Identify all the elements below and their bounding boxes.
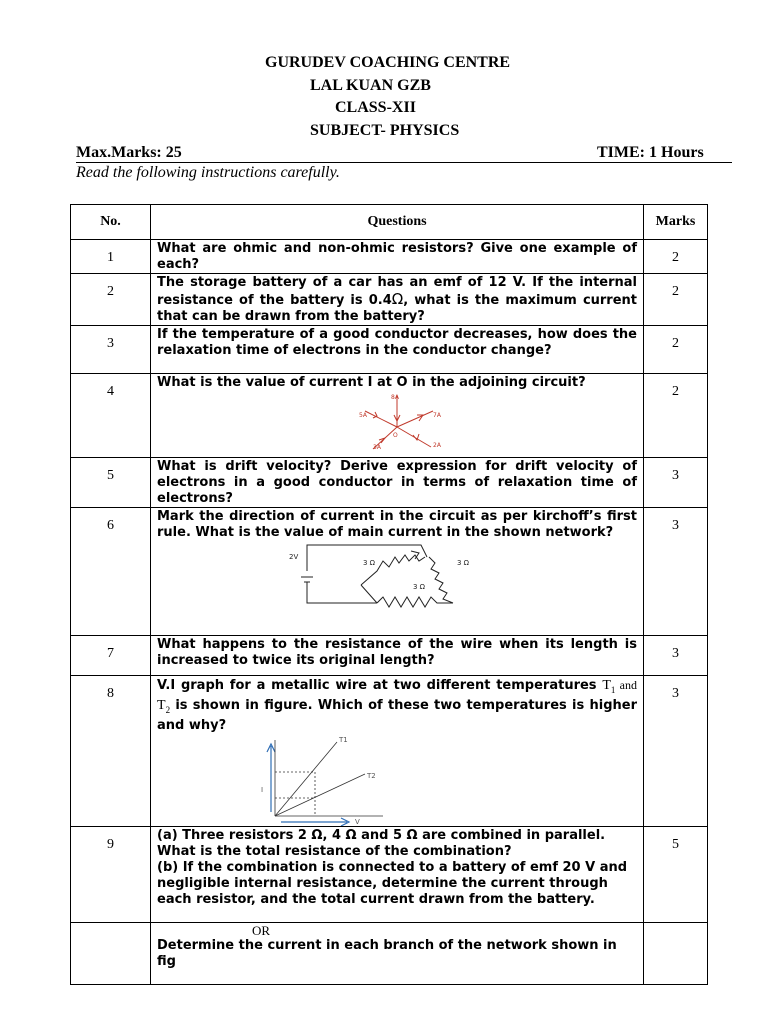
question-text xyxy=(151,326,644,374)
question-text xyxy=(151,636,644,676)
resistor-3-label: 3 Ω xyxy=(413,583,426,591)
class-label: CLASS-XII xyxy=(335,99,416,116)
t1-line-label: T1 xyxy=(339,735,348,744)
label-o: O xyxy=(393,432,398,439)
subject-label: SUBJECT- PHYSICS xyxy=(310,122,460,139)
question-1-text: What are ohmic and non-ohmic resistors? Give one example of each? xyxy=(157,241,637,272)
question-number: 6 xyxy=(71,508,151,636)
max-marks: Max.Marks: 25 xyxy=(76,144,182,161)
question-number xyxy=(71,922,151,984)
question-text xyxy=(151,274,644,326)
question-9a-text: (a) Three resistors 2 Ω, 4 Ω and 5 Ω are combined in parallel. What is the total resistance of the combination? xyxy=(157,827,606,859)
battery-label: 2V xyxy=(289,553,299,561)
label-2a: 2A xyxy=(433,442,441,449)
question-marks: 3 xyxy=(644,458,708,508)
question-marks: 3 xyxy=(644,676,708,827)
question-text xyxy=(151,374,644,458)
question-text xyxy=(151,826,644,922)
triangle-circuit-figure xyxy=(287,541,507,617)
label-8a: 8A xyxy=(391,394,399,401)
question-marks: 2 xyxy=(644,240,708,274)
table-row xyxy=(71,374,708,458)
location: LAL KUAN GZB xyxy=(310,77,431,94)
question-9b-text: (b) If the combination is connected to a battery of emf 20 V and negligible internal resistance, determine the current through each resistor, and the total current drawn from the battery. xyxy=(157,859,628,907)
and-text: and xyxy=(615,678,638,692)
table-row xyxy=(71,274,708,326)
question-marks: 3 xyxy=(644,508,708,636)
resistor-2-label: 3 Ω xyxy=(457,559,470,567)
question-text xyxy=(151,922,644,984)
question-marks xyxy=(644,922,708,984)
question-number: 5 xyxy=(71,458,151,508)
time-label: TIME: 1 Hours xyxy=(597,144,704,161)
table-row xyxy=(71,508,708,636)
i-axis-label: I xyxy=(261,785,264,794)
question-marks: 2 xyxy=(644,374,708,458)
header-marks: Marks xyxy=(644,205,708,240)
question-number: 4 xyxy=(71,374,151,458)
question-marks: 2 xyxy=(644,274,708,326)
vi-graph-figure xyxy=(257,734,387,826)
question-text xyxy=(151,240,644,274)
t2-symbol: $T_2$ xyxy=(157,697,171,715)
question-marks: 2 xyxy=(644,326,708,374)
questions-table xyxy=(70,204,708,985)
question-number: 9 xyxy=(71,826,151,922)
t2-line-label: T2 xyxy=(367,771,376,780)
label-3a: 3A xyxy=(373,444,381,451)
table-row xyxy=(71,826,708,922)
label-7a: 7A xyxy=(433,412,441,419)
header-questions: Questions xyxy=(151,205,644,240)
question-8-text-b: is shown in figure. Which of these two temperatures is higher and why? xyxy=(157,697,637,733)
question-7-text: What happens to the resistance of the wire when its length is increased to twice its original length? xyxy=(157,637,637,668)
omega-symbol: Ω xyxy=(391,290,404,308)
question-text xyxy=(151,508,644,636)
label-5a: 5A xyxy=(359,412,367,419)
table-row xyxy=(71,458,708,508)
table-row xyxy=(71,326,708,374)
t1-symbol: $T_1$ xyxy=(602,678,616,695)
table-row xyxy=(71,636,708,676)
table-header-row xyxy=(71,205,708,240)
question-3-text: If the temperature of a good conductor decreases, how does the relaxation time of electrons in the conductor change? xyxy=(157,327,637,358)
question-number: 2 xyxy=(71,274,151,326)
question-marks: 5 xyxy=(644,826,708,922)
question-text xyxy=(151,676,644,827)
header-no: No. xyxy=(71,205,151,240)
institute-name: GURUDEV COACHING CENTRE xyxy=(265,54,511,71)
question-2-text-b: , what is the maximum current that can be drawn from the battery? xyxy=(157,293,638,324)
question-text xyxy=(151,458,644,508)
question-marks: 3 xyxy=(644,636,708,676)
question-10-text: Determine the current in each branch of the network shown in fig xyxy=(157,937,617,969)
question-2-text-a: The storage battery of a car has an emf of 12 V. If the internal resistance of the battery is 0.4 xyxy=(157,275,637,308)
question-8-text-a: V.I graph for a metallic wire at two different temperatures xyxy=(157,678,603,693)
header-rule xyxy=(76,162,732,163)
question-5-text: What is drift velocity? Derive expression for drift velocity of electrons in a good conductor in terms of relaxation time of electrons? xyxy=(157,459,637,506)
table-row xyxy=(71,922,708,984)
table-row xyxy=(71,240,708,274)
question-6-text: Mark the direction of current in the circuit as per kirchoff’s first rule. What is the value of main current in the shown network? xyxy=(157,509,637,540)
question-number: 3 xyxy=(71,326,151,374)
v-axis-label: V xyxy=(355,817,360,826)
resistor-1-label: 3 Ω xyxy=(363,559,376,567)
question-number: 7 xyxy=(71,636,151,676)
question-number: 8 xyxy=(71,676,151,827)
or-separator: OR xyxy=(252,922,271,938)
junction-circuit-figure xyxy=(337,391,457,455)
question-4-text: What is the value of current I at O in the adjoining circuit? xyxy=(157,375,586,390)
question-number: 1 xyxy=(71,240,151,274)
table-row xyxy=(71,676,708,827)
instructions: Read the following instructions carefully. xyxy=(76,164,340,181)
